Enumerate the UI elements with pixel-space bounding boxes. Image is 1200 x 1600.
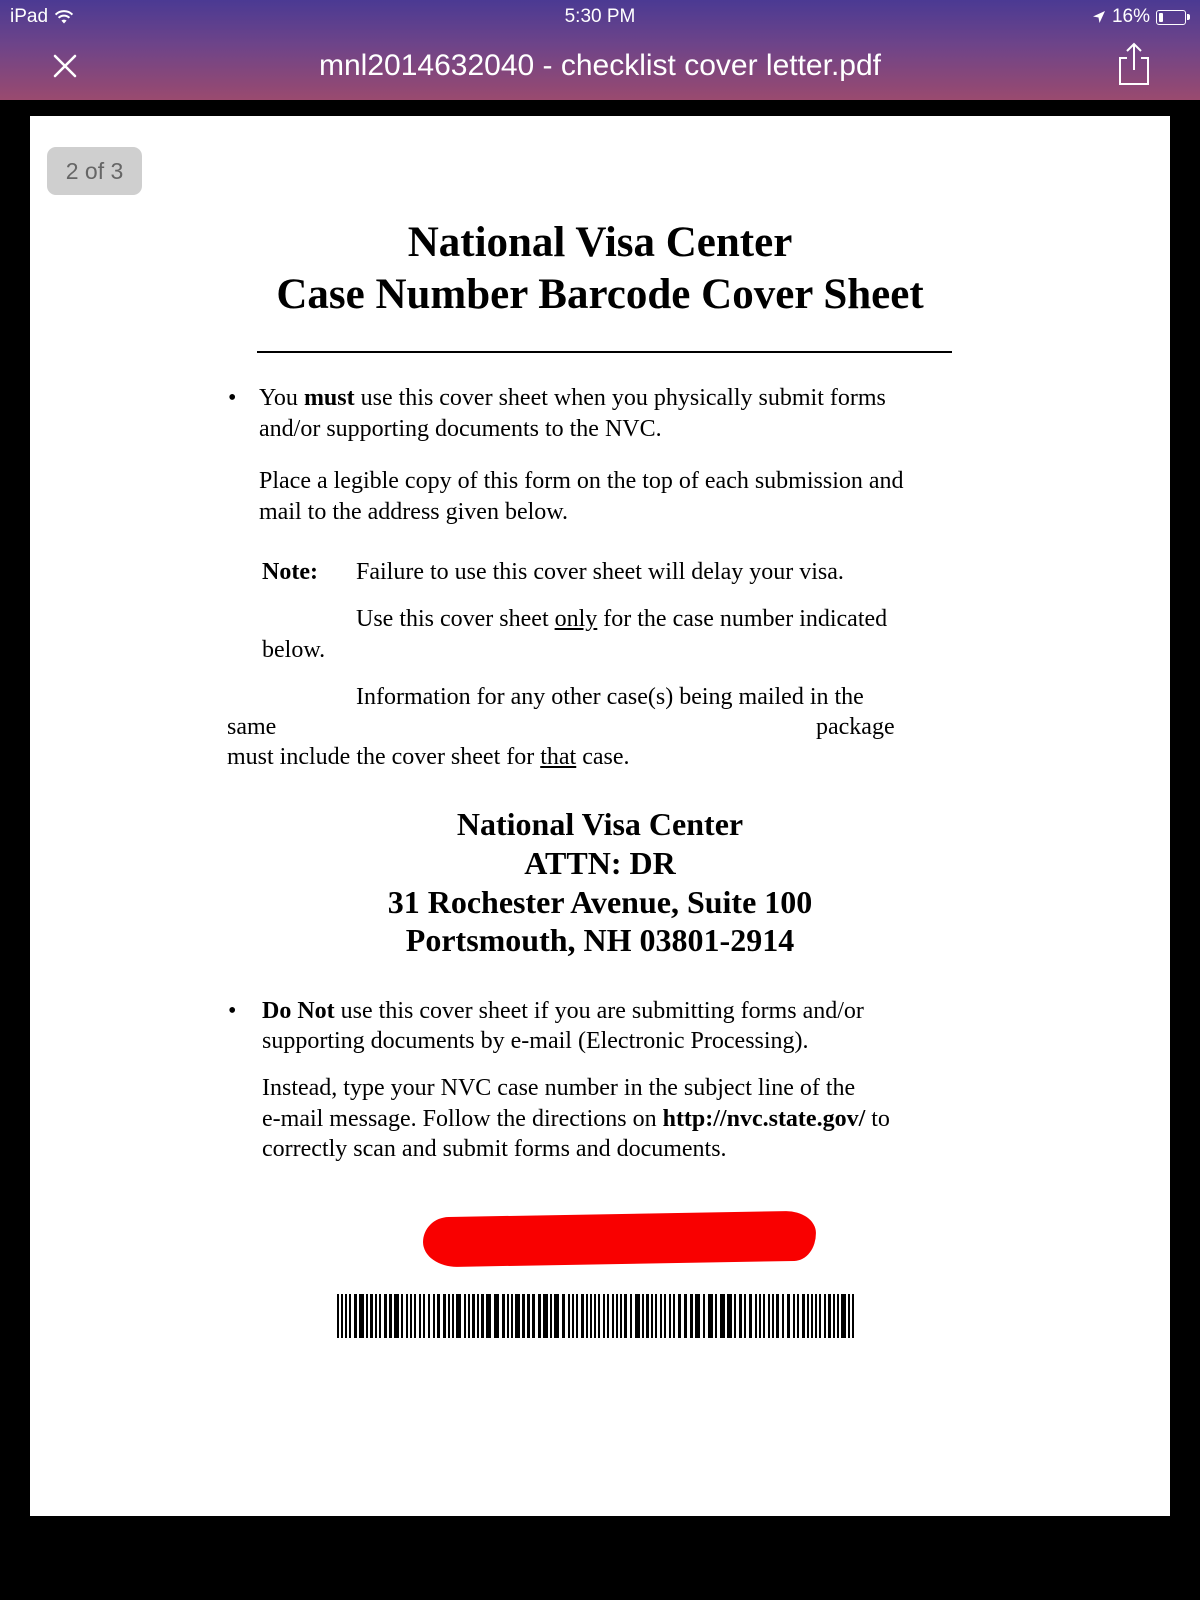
text-span: must include the cover sheet for: [227, 744, 541, 770]
barcode-bar: [727, 1294, 732, 1338]
barcode-bar: [811, 1294, 813, 1338]
bullet2-line2: supporting documents by e-mail (Electronic Processing).: [262, 1028, 809, 1054]
barcode-bar: [768, 1294, 770, 1338]
barcode-bar: [744, 1294, 746, 1338]
barcode-bar: [642, 1294, 644, 1338]
barcode-bar: [630, 1294, 632, 1338]
barcode-bar: [375, 1294, 377, 1338]
barcode-bar: [486, 1294, 491, 1338]
share-button[interactable]: [1116, 40, 1152, 86]
barcode-bar: [477, 1294, 479, 1338]
text-span: case.: [576, 744, 630, 770]
barcode-bar: [511, 1294, 513, 1338]
barcode-bar: [755, 1294, 757, 1338]
barcode-bar: [607, 1294, 609, 1338]
barcode-bar: [437, 1294, 440, 1338]
barcode-bar: [763, 1294, 765, 1338]
barcode-bar: [554, 1294, 559, 1338]
barcode-bar: [354, 1294, 357, 1338]
barcode-bar: [581, 1294, 584, 1338]
share-icon: [1116, 40, 1152, 86]
barcode-bar: [749, 1294, 752, 1338]
barcode-bar: [410, 1294, 412, 1338]
redaction-mark: [423, 1211, 817, 1268]
barcode-bar: [384, 1294, 387, 1338]
note-text2-wrap: below.: [262, 637, 326, 663]
barcode-bar: [848, 1294, 850, 1338]
barcode-bar: [515, 1294, 520, 1338]
barcode-bar: [833, 1294, 835, 1338]
barcode-bar: [428, 1294, 430, 1338]
battery-level-fill: [1159, 13, 1163, 22]
barcode-bar: [594, 1294, 596, 1338]
barcode-bar: [433, 1294, 435, 1338]
paragraph2-line2: [262, 1104, 890, 1135]
barcode-bar: [787, 1294, 790, 1338]
bullet2-line1: [262, 996, 864, 1027]
mailing-address-line1: National Visa Center: [456, 806, 744, 842]
document-heading-line1: National Visa Center: [407, 219, 793, 266]
barcode-bar: [349, 1294, 351, 1338]
barcode-bar: [507, 1294, 509, 1338]
barcode-bar: [734, 1294, 736, 1338]
bullet-marker: •: [228, 998, 237, 1024]
barcode-bar: [695, 1294, 700, 1338]
barcode-bar: [448, 1294, 450, 1338]
barcode-bar: [502, 1294, 505, 1338]
barcode-bar: [819, 1294, 821, 1338]
barcode-bar: [406, 1294, 408, 1338]
barcode-bar: [538, 1294, 541, 1338]
emphasis-text: must: [303, 385, 355, 411]
barcode-bar: [684, 1294, 687, 1338]
paragraph1-line1: Place a legible copy of this form on the top of each submission and: [259, 468, 904, 494]
barcode-bar: [815, 1294, 817, 1338]
barcode-bar: [590, 1294, 592, 1338]
barcode-bar: [703, 1294, 705, 1338]
barcode-bar: [527, 1294, 530, 1338]
device-label: iPad: [10, 6, 49, 27]
barcode-bar: [651, 1294, 653, 1338]
barcode-bar: [664, 1294, 666, 1338]
barcode-bar: [452, 1294, 454, 1338]
barcode-bar: [472, 1294, 475, 1338]
barcode-bar: [837, 1294, 839, 1338]
text-span: to: [865, 1106, 890, 1132]
barcode-bar: [620, 1294, 622, 1338]
barcode-bar: [401, 1294, 403, 1338]
barcode-bar: [759, 1294, 761, 1338]
document-title: mnl2014632040 - checklist cover letter.pdf: [319, 49, 881, 82]
underlined-text: that: [540, 744, 577, 770]
text-span: Use this cover sheet: [356, 606, 555, 632]
barcode-bar: [776, 1294, 779, 1338]
barcode-bar: [337, 1294, 339, 1338]
barcode-bar: [543, 1294, 548, 1338]
battery-percentage: 16%: [1111, 6, 1150, 27]
website-link[interactable]: http://nvc.state.gov/: [662, 1106, 866, 1132]
barcode-bar: [772, 1294, 774, 1338]
barcode-bar: [807, 1294, 809, 1338]
barcode-bar: [366, 1294, 368, 1338]
mailing-address-line2: ATTN: DR: [524, 845, 676, 881]
barcode-bar: [635, 1294, 640, 1338]
barcode-bar: [624, 1294, 627, 1338]
barcode-bar: [359, 1294, 364, 1338]
barcode-bar: [576, 1294, 578, 1338]
status-bar-right: [1092, 5, 1186, 29]
barcode-bar: [655, 1294, 657, 1338]
text-span: use this cover sheet if you are submitting forms and/or: [334, 998, 864, 1024]
barcode-bar: [824, 1294, 826, 1338]
barcode-bar: [494, 1294, 499, 1338]
barcode-bar: [341, 1294, 343, 1338]
barcode-bar: [669, 1294, 671, 1338]
page-indicator-badge: 2 of 3: [47, 147, 142, 195]
text-span: use this cover sheet when you physically submit forms: [354, 385, 886, 411]
barcode-bar: [568, 1294, 570, 1338]
barcode-bar: [456, 1294, 461, 1338]
bullet1-line1: [259, 383, 886, 414]
barcode-bar: [841, 1294, 846, 1338]
note-text3-same: same: [227, 714, 277, 740]
document-heading-line2: Case Number Barcode Cover Sheet: [276, 271, 924, 318]
mailing-address-line3: 31 Rochester Avenue, Suite 100: [387, 884, 813, 920]
barcode-bar: [522, 1294, 525, 1338]
paragraph2-line1: Instead, type your NVC case number in the subject line of the: [262, 1075, 856, 1101]
barcode-bar: [612, 1294, 614, 1338]
barcode-bar: [550, 1294, 552, 1338]
barcode-bar: [673, 1294, 675, 1338]
barcode-bar: [708, 1294, 713, 1338]
barcode-bar: [468, 1294, 470, 1338]
barcode-bar: [690, 1294, 693, 1338]
mailing-address-line4: Portsmouth, NH 03801-2914: [405, 922, 795, 958]
emphasis-text: Do Not: [262, 998, 335, 1024]
text-span: e-mail message. Follow the directions on: [262, 1106, 663, 1132]
note-text1: Failure to use this cover sheet will delay your visa.: [356, 559, 844, 585]
text-span: for the case number indicated: [597, 606, 888, 632]
note-text2: [356, 604, 887, 635]
barcode-bar: [660, 1294, 662, 1338]
barcode-bar: [828, 1294, 831, 1338]
barcode-bar: [389, 1294, 392, 1338]
barcode-bar: [414, 1294, 416, 1338]
location-arrow-icon: [1092, 10, 1106, 24]
paragraph2-line3: correctly scan and submit forms and documents.: [262, 1136, 727, 1162]
barcode-bar: [802, 1294, 805, 1338]
barcode-bar: [586, 1294, 588, 1338]
barcode-bar: [603, 1294, 605, 1338]
note-text3-line3: [227, 742, 630, 773]
barcode-bar: [715, 1294, 717, 1338]
barcode-bar: [481, 1294, 484, 1338]
note-label: Note:: [262, 559, 318, 585]
barcode-bar: [797, 1294, 799, 1338]
barcode-bar: [423, 1294, 425, 1338]
case-number-barcode: [337, 1294, 857, 1338]
heading-divider: [257, 351, 952, 353]
barcode-bar: [720, 1294, 725, 1338]
barcode-bar: [464, 1294, 466, 1338]
text-span: You: [259, 385, 304, 411]
barcode-bar: [572, 1294, 574, 1338]
battery-icon: [1156, 10, 1186, 25]
note-text3-package: package: [816, 714, 895, 740]
barcode-bar: [379, 1294, 381, 1338]
status-time: 5:30 PM: [564, 6, 636, 27]
barcode-bar: [793, 1294, 795, 1338]
top-navigation-bar: [0, 0, 1200, 100]
pdf-page[interactable]: [30, 116, 1170, 1516]
barcode-bar: [443, 1294, 446, 1338]
barcode-bar: [598, 1294, 600, 1338]
barcode-bar: [678, 1294, 681, 1338]
barcode-bar: [616, 1294, 618, 1338]
note-text3-line1: Information for any other case(s) being mailed in the: [356, 684, 864, 710]
barcode-bar: [646, 1294, 649, 1338]
barcode-bar: [562, 1294, 565, 1338]
bullet-marker: •: [228, 385, 237, 411]
barcode-bar: [370, 1294, 373, 1338]
barcode-bar: [394, 1294, 399, 1338]
barcode-bar: [852, 1294, 854, 1338]
barcode-bar: [345, 1294, 347, 1338]
bullet1-line2: and/or supporting documents to the NVC.: [259, 416, 662, 442]
barcode-bar: [419, 1294, 421, 1338]
barcode-bar: [532, 1294, 535, 1338]
underlined-text: only: [554, 606, 598, 632]
barcode-bar: [782, 1294, 784, 1338]
paragraph1-line2: mail to the address given below.: [259, 499, 569, 525]
barcode-bar: [739, 1294, 742, 1338]
